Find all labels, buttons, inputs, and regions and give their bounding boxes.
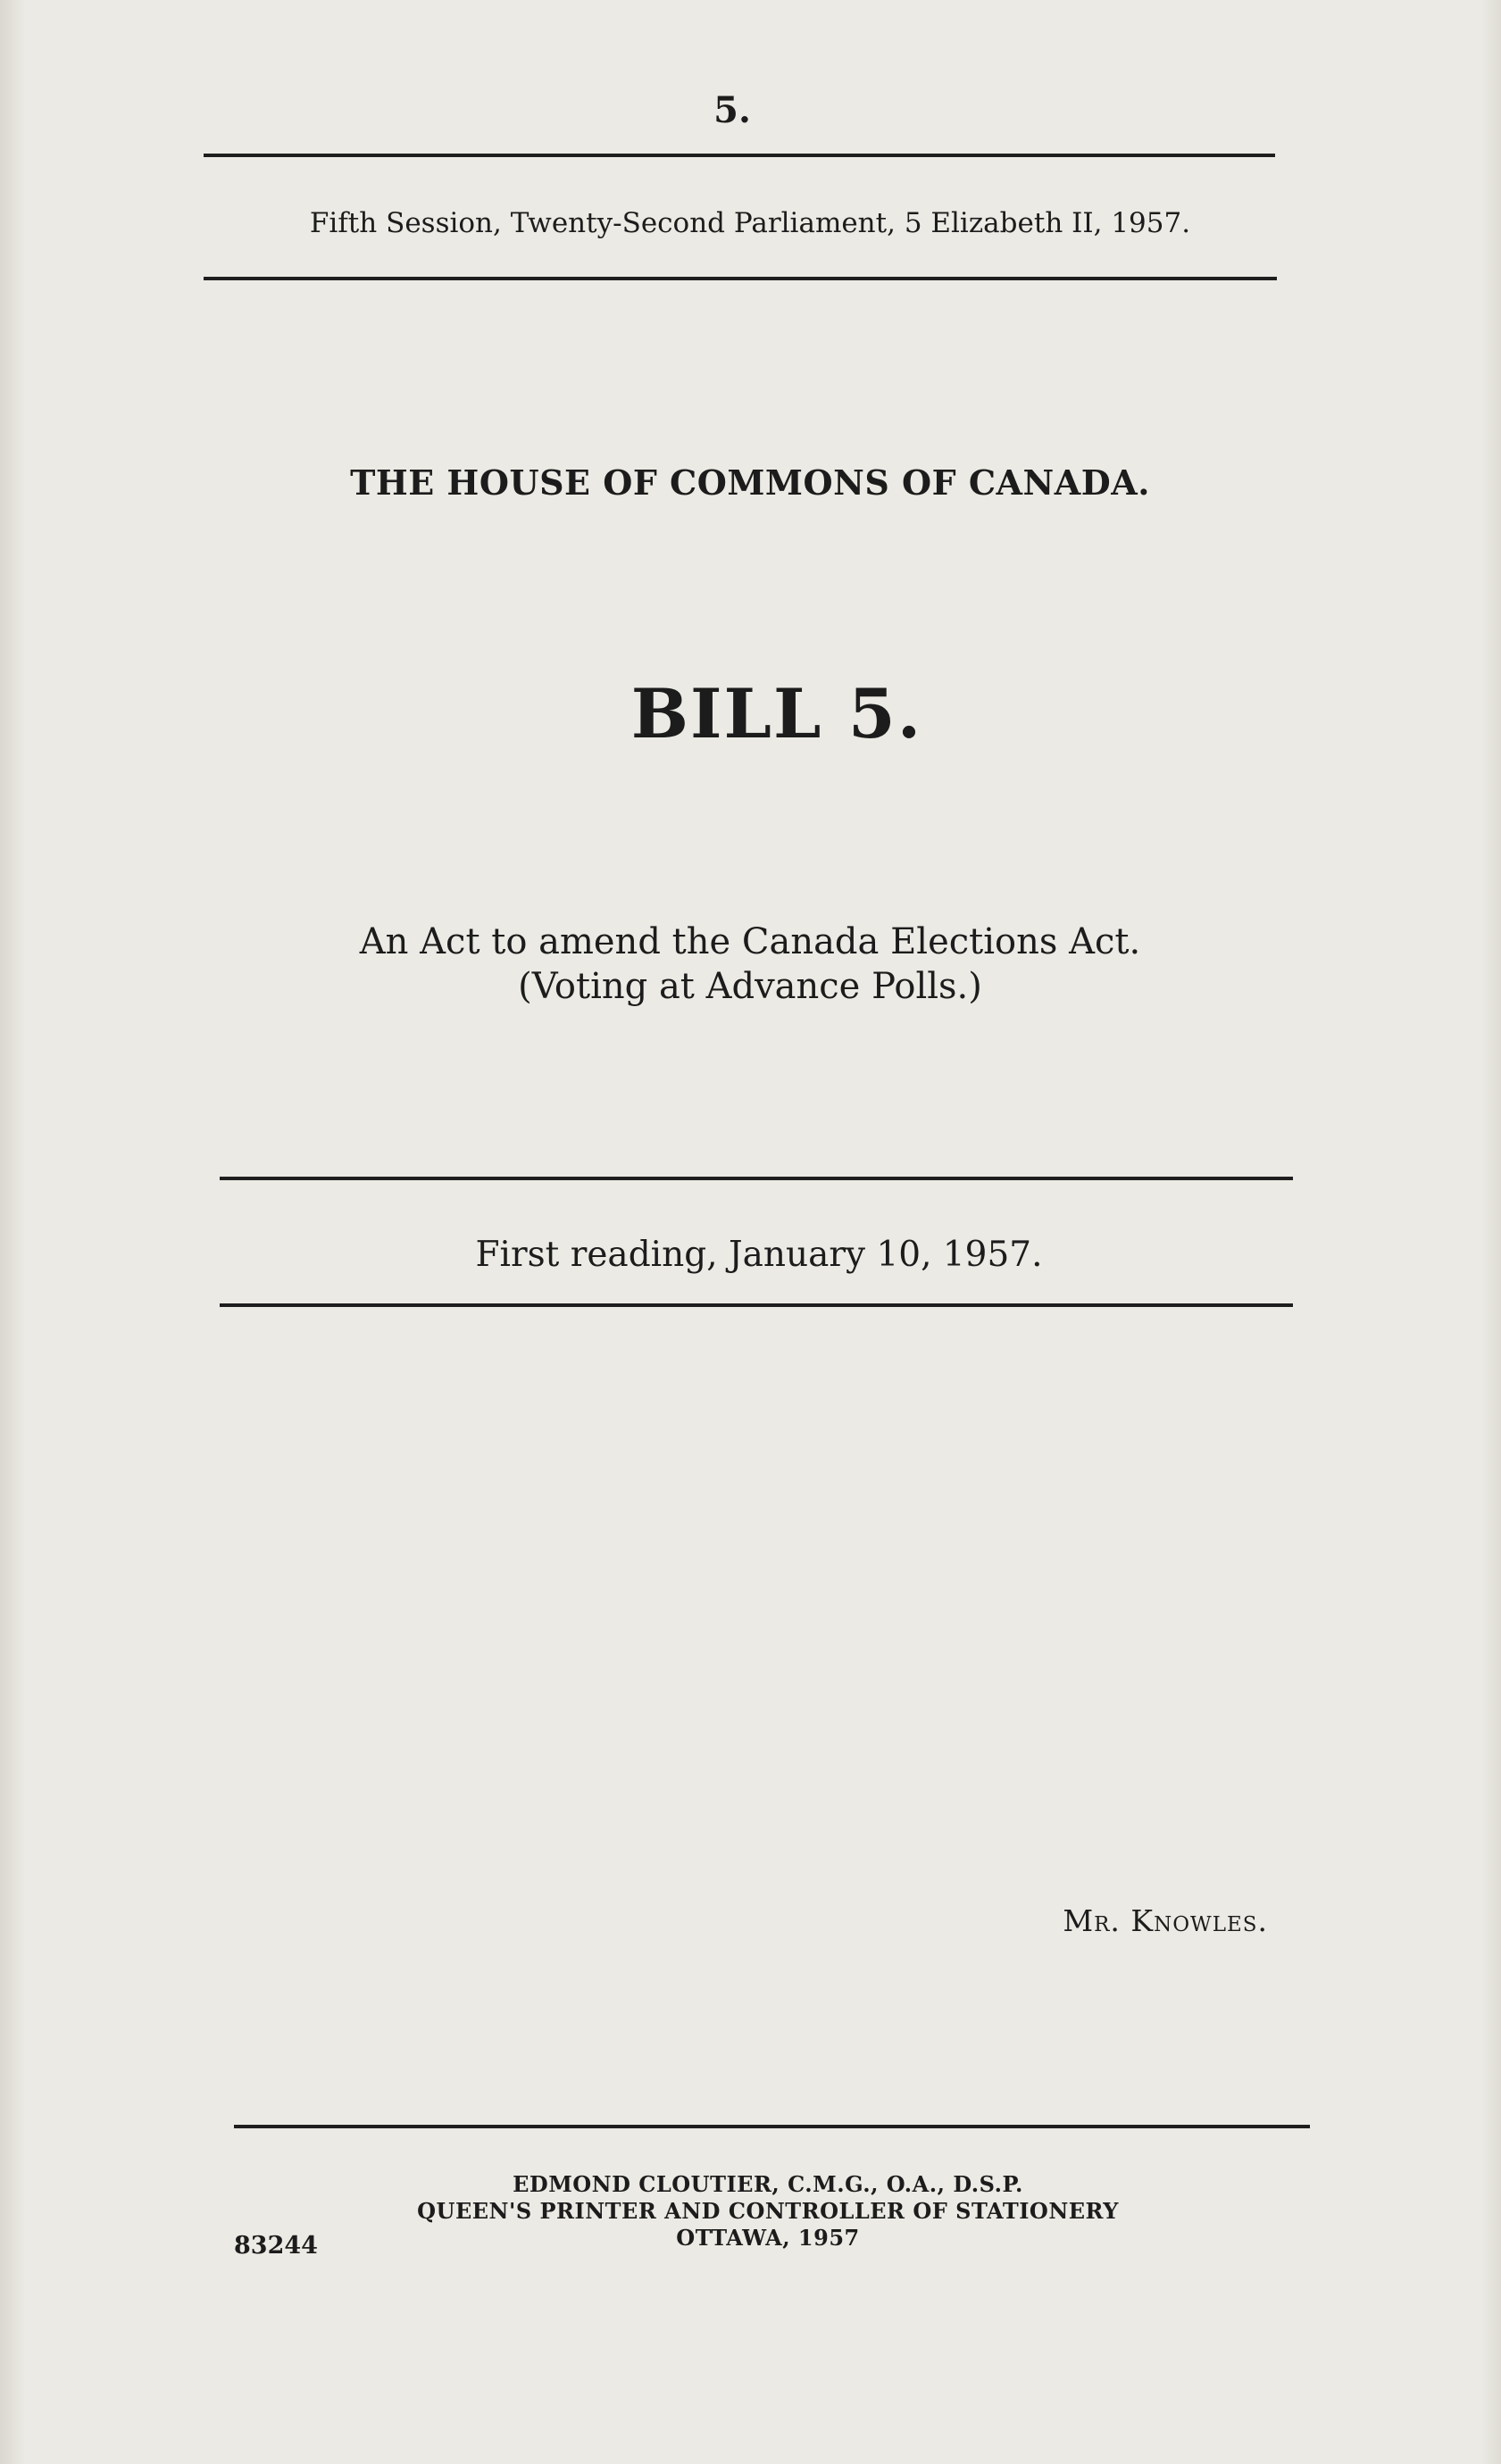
bill-number: BILL 5. — [630, 674, 923, 753]
first-reading: First reading, January 10, 1957. — [475, 1235, 1043, 1275]
session-rule — [204, 277, 1277, 280]
bill-title-line-1: An Act to amend the Canada Elections Act. — [359, 921, 1141, 962]
house-heading: THE HOUSE OF COMMONS OF CANADA. — [350, 462, 1150, 503]
document-code: 83244 — [234, 2232, 318, 2260]
bill-title — [205, 920, 1295, 1009]
session-line: Fifth Session, Twenty-Second Parliament, 5 Elizabeth II, 1957. — [309, 207, 1191, 239]
sponsor-name: Mr. Knowles. — [1063, 1903, 1268, 1938]
page-number: 5. — [713, 89, 751, 131]
bill-title-line-2: (Voting at Advance Polls.) — [518, 966, 982, 1007]
printer-place-year: OTTAWA, 1957 — [676, 2225, 860, 2251]
printer-title: QUEEN'S PRINTER AND CONTROLLER OF STATIONERY — [417, 2198, 1119, 2224]
footer-rule — [234, 2125, 1310, 2128]
reading-rule-bottom — [220, 1303, 1293, 1307]
reading-rule-top — [220, 1177, 1293, 1180]
printer-block — [268, 2171, 1268, 2252]
printer-name: EDMOND CLOUTIER, C.M.G., O.A., D.S.P. — [513, 2171, 1023, 2197]
top-rule — [204, 154, 1275, 157]
